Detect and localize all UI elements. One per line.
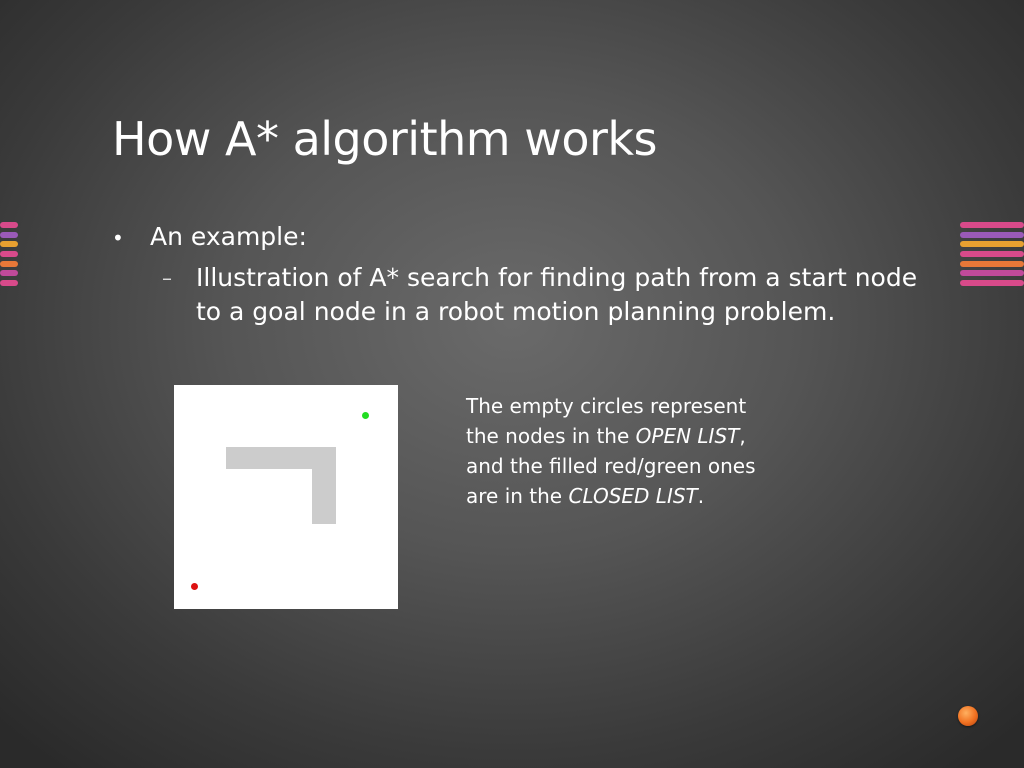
closed-list-term: CLOSED LIST xyxy=(568,484,698,508)
bullet-marker: • xyxy=(112,226,124,250)
caption-line-2-prefix: the nodes in the xyxy=(466,424,636,448)
astar-illustration xyxy=(174,385,398,609)
open-list-term: OPEN LIST xyxy=(635,424,740,448)
right-stripe-decoration xyxy=(960,222,1024,286)
slide-nav-icon[interactable] xyxy=(958,706,978,726)
left-stripe-decoration xyxy=(0,222,18,286)
caption-line-2-suffix: , xyxy=(739,424,746,448)
caption-line-4 xyxy=(466,481,756,511)
bullet-item xyxy=(112,222,307,251)
sub-bullet-item xyxy=(162,261,936,329)
illustration-caption xyxy=(466,391,756,511)
caption-line-2 xyxy=(466,421,756,451)
caption-line-3: and the filled red/green ones xyxy=(466,454,756,478)
goal-node xyxy=(362,412,369,419)
caption-line-4-suffix: . xyxy=(697,484,705,508)
caption-line-1: The empty circles represent xyxy=(466,394,747,418)
slide-title: How A* algorithm works xyxy=(112,112,657,166)
bullet-text: An example: xyxy=(150,222,307,251)
sub-bullet-marker: – xyxy=(162,266,172,290)
start-node xyxy=(191,583,198,590)
caption-line-4-prefix: are in the xyxy=(466,484,569,508)
sub-bullet-text: Illustration of A* search for finding path from a start node to a goal node in a robot motion planning problem. xyxy=(196,263,918,326)
obstacle-vertical xyxy=(312,447,336,524)
